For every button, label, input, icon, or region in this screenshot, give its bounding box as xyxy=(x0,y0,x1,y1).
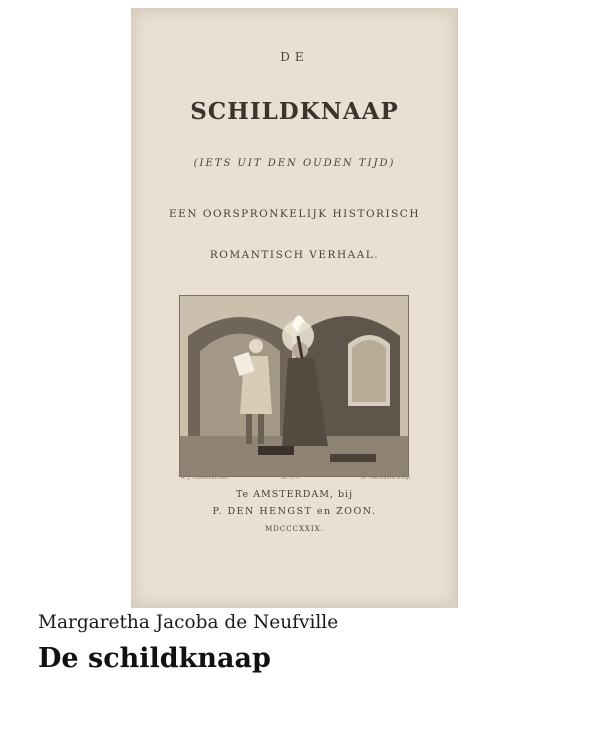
title-page-title: SCHILDKNAAP xyxy=(190,98,399,125)
engraved-plate xyxy=(179,295,409,477)
title-page-subtitle: (IETS UIT DEN OUDEN TIJD) xyxy=(193,158,396,169)
plate-credit-mid: Bl. 171. xyxy=(281,475,301,481)
title-page-line-2: ROMANTISCH VERHAAL. xyxy=(209,249,380,261)
publisher-line-1: Te AMSTERDAM, bij xyxy=(235,489,354,500)
title-page-article: DE xyxy=(280,50,309,64)
author-name: Margaretha Jacoba de Neufville xyxy=(38,612,339,633)
publisher-line-2: P. DEN HENGST en ZOON. xyxy=(212,506,377,517)
book-title-page-image[interactable] xyxy=(131,8,458,608)
plate-credit-right: H. Veelwaard sculp. xyxy=(361,475,412,481)
plate-credit-left: A. J. Lindeman del. xyxy=(181,475,229,481)
book-title[interactable]: De schildknaap xyxy=(38,643,271,674)
publication-year: MDCCCXXIX. xyxy=(265,525,324,533)
engraving-illustration xyxy=(180,296,408,476)
title-page-line-1: EEN OORSPRONKELIJK HISTORISCH xyxy=(168,208,420,220)
